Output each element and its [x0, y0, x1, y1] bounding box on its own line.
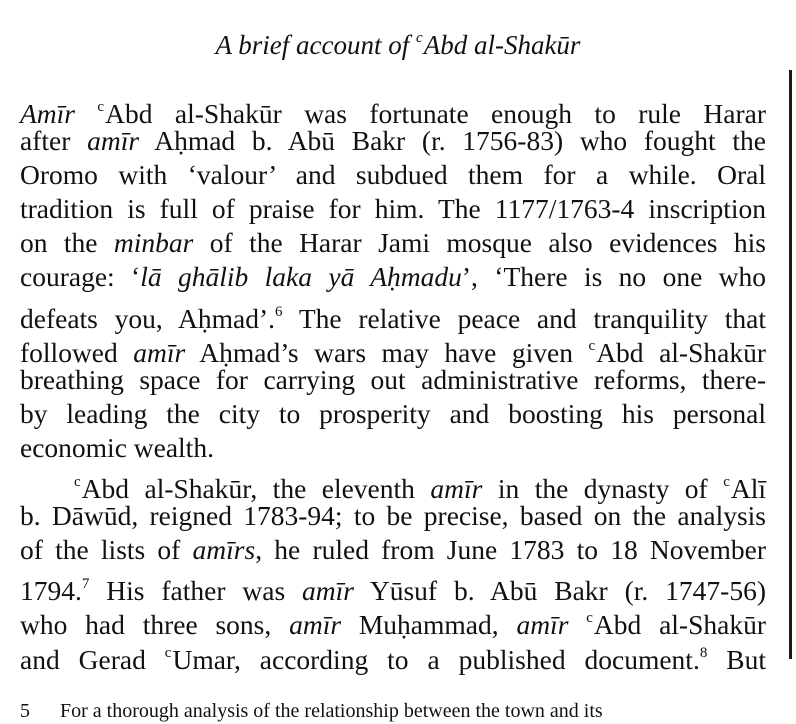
text-line: who had three sons, amīr Muḥammad, amīr $^c$Abd al-Shakūr — [20, 609, 766, 641]
footnote-5 — [20, 698, 766, 724]
text-line: defeats you, Aḥmad’.$^6$ The relative peace and tranquility that — [20, 302, 766, 334]
page-edge-shadow — [789, 70, 792, 659]
text-line: economic wealth. — [20, 431, 214, 463]
text-line: courage: ‘lā ghālib laka yā Aḥmadu’, ‘There is no one who — [20, 261, 767, 293]
paragraph-2 — [20, 465, 767, 675]
text-line: $^c$Abd al-Shakūr, the eleventh amīr in the dynasty of $^c$Alī — [74, 473, 766, 505]
footnote-ref-6: 6 — [275, 303, 283, 320]
footnote-ref-7: 7 — [81, 576, 90, 593]
text-line: Amīr $^c$Abd al-Shakūr was fortunate enough to rule Harar — [20, 98, 767, 129]
text-line: tradition is full of praise for him. The 1177/1763-4 inscription — [20, 193, 766, 225]
text-line: of the lists of amīrs, he ruled from June 1783 to 18 November — [20, 534, 766, 566]
text-line: 1794.$^7$ His father was amīr Yūsuf b. Abū Bakr (r. 1747-56) — [20, 575, 766, 607]
footnote-ref-8: 8 — [699, 644, 708, 661]
section-title: A brief account of $^c$Abd al-Shakūr — [215, 30, 581, 60]
footnote-text: For a thorough analysis of the relationship between the town and its — [60, 700, 603, 722]
text-line: breathing space for carrying out administrative reforms, there- — [20, 363, 766, 395]
paragraph-1 — [20, 90, 766, 465]
text-line: followed amīr Aḥmad’s wars may have given $^c$Abd al-Shakūr — [20, 336, 766, 368]
text-line: Oromo with ‘valour’ and subdued them for a while. Oral — [20, 159, 766, 191]
text-line: on the minbar of the Harar Jami mosque also evidences his — [20, 227, 766, 259]
main-text — [20, 90, 767, 675]
text-line: b. Dāwūd, reigned 1783-94; to be precise, based on the analysis — [20, 500, 766, 532]
text-line: after amīr Aḥmad b. Abū Bakr (r. 1756-83) who fought the — [20, 125, 766, 157]
text-line: by leading the city to prosperity and boosting his personal — [20, 397, 766, 429]
text-line: and Gerad $^c$Umar, according to a published document.$^8$ But — [20, 643, 767, 675]
footnote-number: 5 — [20, 700, 30, 722]
